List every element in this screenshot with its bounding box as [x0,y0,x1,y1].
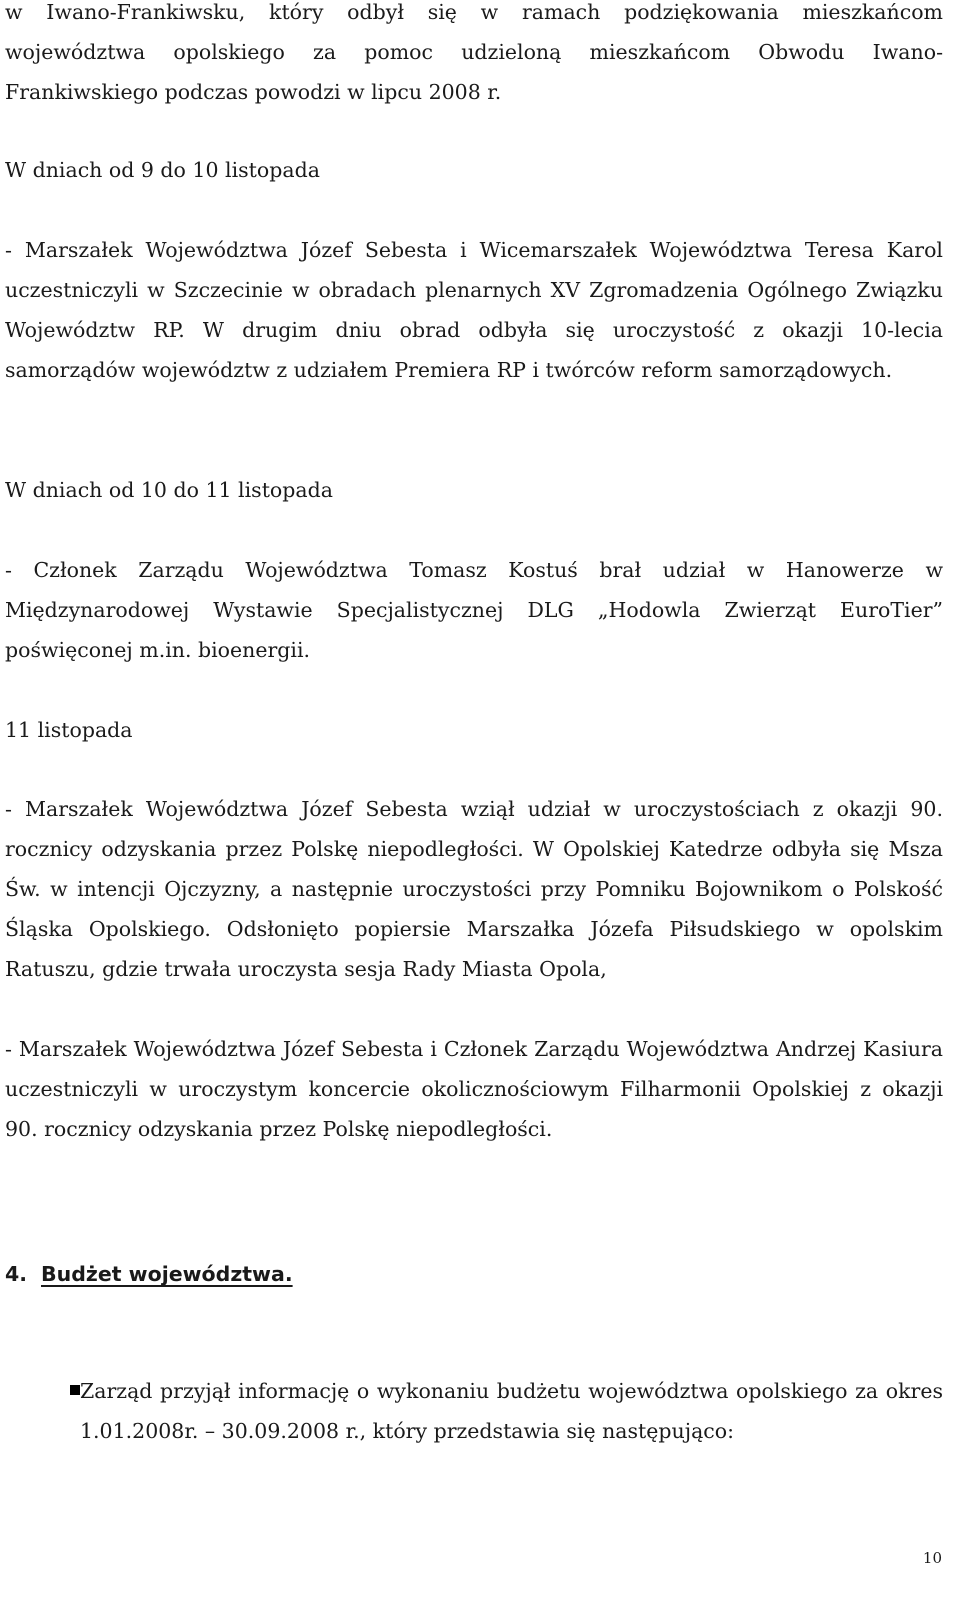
bullet-text-budget-report: Zarząd przyjął informację o wykonaniu budżetu województwa opolskiego za okres 1.01.2008r. – 30.09.2008 r., który przedstawia się następująco: [80,1379,943,1443]
date-heading-11-nov: 11 listopada [5,718,133,742]
paragraph-philharmonic-concert: - Marszałek Województwa Józef Sebesta i Członek Zarządu Województwa Andrzej Kasiura uczestniczyli w uroczystym koncercie okolicznościowym Filharmonii Opolskiej z okazji 90. rocznicy odzyskania przez Polskę niepodległości. [5,1037,943,1141]
square-bullet-icon [70,1385,80,1395]
paragraph-independence-day: - Marszałek Województwa Józef Sebesta wziął udział w uroczystościach z okazji 90. rocznicy odzyskania przez Polskę niepodległości. W Opolskiej Katedrze odbyła się Msza Św. w intencji Ojczyzny, a następnie uroczystości przy Pomniku Bojownikom o Polskość Śląska Opolskiego. Odsłonięto popiersie Marszałka Józefa Piłsudskiego w opolskim Ratuszu, gdzie trwała uroczysta sesja Rady Miasta Opola, [5,797,943,981]
paragraph-hanover-exhibition: - Członek Zarządu Województwa Tomasz Kostuś brał udział w Hanowerze w Międzynarodowej Wystawie Specjalistycznej DLG „Hodowla Zwierząt EuroTier” poświęconej m.in. bioenergii. [5,558,943,662]
paragraph-szczecin-assembly: - Marszałek Województwa Józef Sebesta i Wicemarszałek Województwa Teresa Karol uczestniczyli w Szczecinie w obradach plenarnych XV Zgromadzenia Ogólnego Związku Województw RP. W drugim dniu obrad odbyła się uroczystość z okazji 10-lecia samorządów województw z udziałem Premiera RP i twórców reform samorządowych. [5,238,943,382]
date-heading-10-11-nov: W dniach od 10 do 11 listopada [5,478,333,502]
page-number: 10 [922,1549,942,1567]
section-title: Budżet województwa. [41,1262,293,1286]
section-number: 4. [5,1262,28,1286]
paragraph-flood-aid: w Iwano-Frankiwsku, który odbył się w ramach podziękowania mieszkańcom województwa opolskiego za pomoc udzieloną mieszkańcom Obwodu Iwano-Frankiwskiego podczas powodzi w lipcu 2008 r. [5,0,943,104]
section-heading-budget [5,1259,293,1289]
date-heading-9-10-nov: W dniach od 9 do 10 listopada [5,158,320,182]
